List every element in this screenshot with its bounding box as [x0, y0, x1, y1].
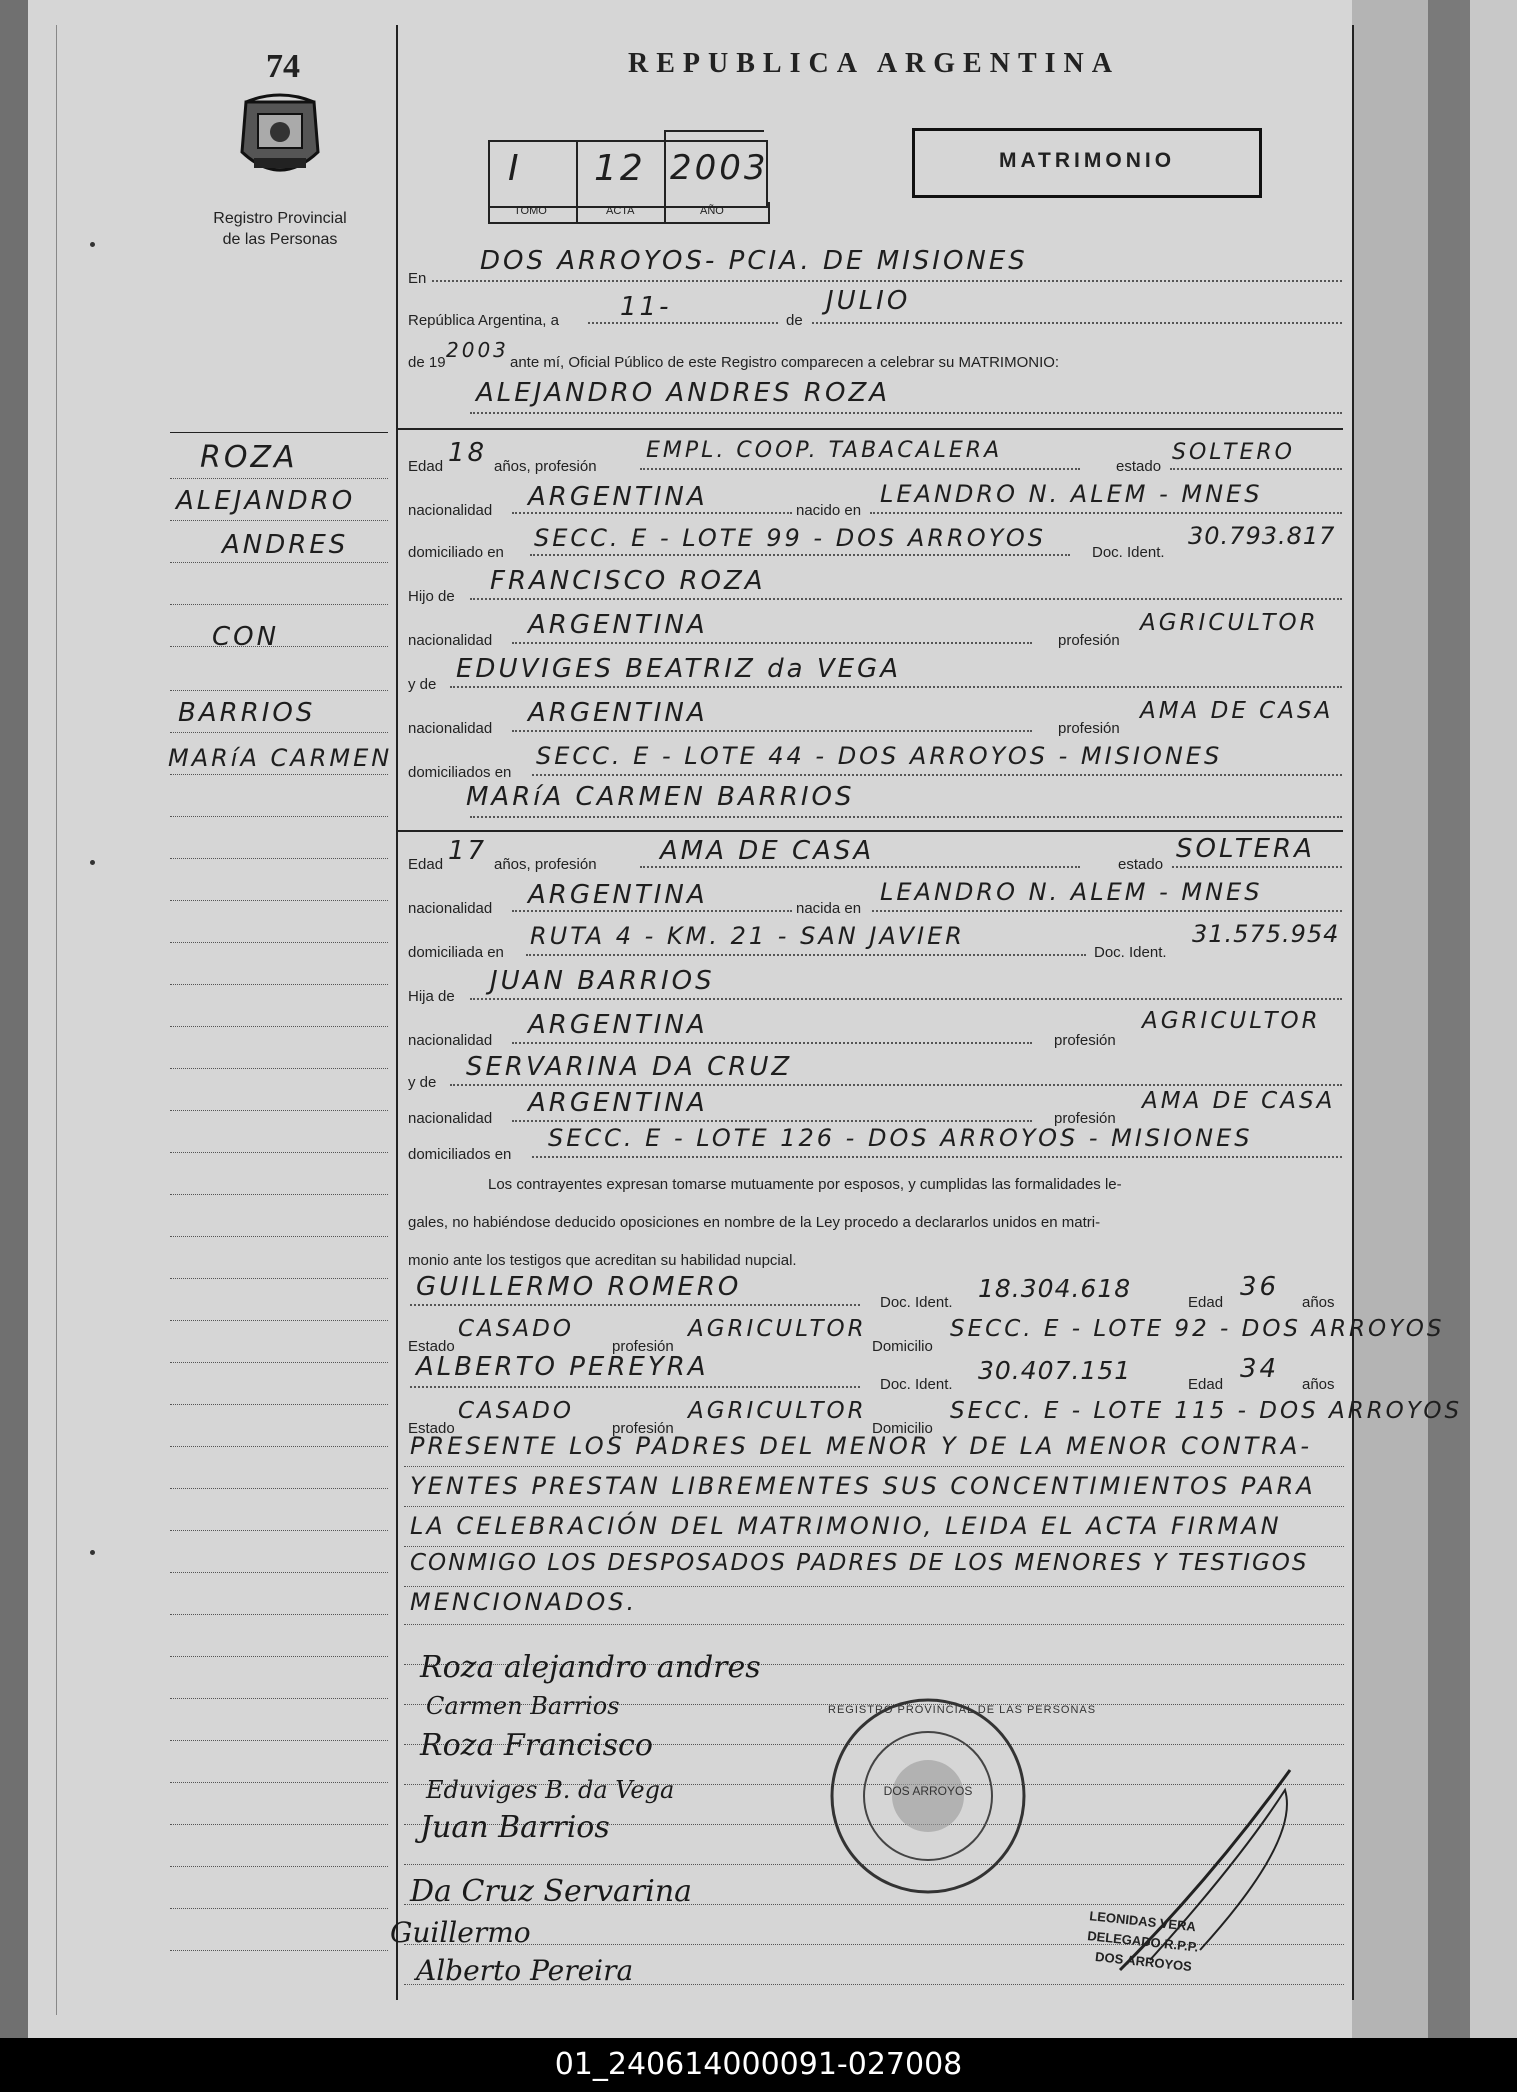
domiciliado-label: domiciliado en [408, 544, 504, 561]
groom-father: FRANCISCO ROZA [490, 566, 766, 596]
notes-line4: CONMIGO LOS DESPOSADOS PADRES DE LOS MENORES Y TESTIGOS [410, 1550, 1309, 1576]
ante-text: ante mí, Oficial Público de este Registro comparecen a celebrar su MATRIMONIO: [510, 354, 1060, 371]
groom-mother-profession: AMA DE CASA [1140, 698, 1334, 724]
profesion-label: profesión [1058, 632, 1120, 649]
doc-label: Doc. Ident. [1094, 944, 1167, 961]
de-label: de [786, 312, 803, 329]
country-title: REPUBLICA ARGENTINA [628, 48, 1120, 79]
yde-label: y de [408, 676, 437, 693]
signature-groom: Roza alejandro andres [420, 1650, 761, 1685]
bride-full-name: MARíA CARMEN BARRIOS [466, 782, 855, 812]
witness2-profession: AGRICULTOR [688, 1398, 867, 1424]
groom-mother: EDUVIGES BEATRIZ da VEGA [456, 654, 901, 684]
dotted-line [410, 1304, 860, 1306]
domiciliada-label: domiciliada en [408, 944, 504, 961]
dotted-line [532, 1156, 1342, 1158]
witness1-profession: AGRICULTOR [688, 1316, 867, 1342]
dotted-line [512, 1120, 1032, 1122]
notes-line5: MENCIONADOS. [410, 1588, 638, 1616]
en-label: En [408, 270, 427, 287]
officer-name: LEONIDAS VERA [1088, 1908, 1197, 1935]
profesion-label: profesión [612, 1338, 674, 1355]
left-column-divider [396, 25, 398, 2000]
groom-age: 18 [448, 438, 488, 468]
signature-bride: Carmen Barrios [426, 1692, 620, 1720]
signature-bride-father: Juan Barrios [420, 1810, 610, 1845]
domiciliados-label: domiciliados en [408, 764, 512, 781]
left-margin-line [56, 25, 57, 2015]
dotted-line [450, 1084, 1342, 1086]
nacionalidad-label: nacionalidad [408, 502, 493, 519]
groom-nationality: ARGENTINA [528, 482, 708, 512]
bride-mother-profession: AMA DE CASA [1142, 1088, 1336, 1114]
dotted-line [640, 468, 1080, 470]
bride-marital-status: SOLTERA [1176, 834, 1315, 864]
section-rule [398, 830, 1343, 832]
sidebar-rule [170, 432, 388, 433]
registry-label: Registro Provincial de las Personas [213, 210, 347, 248]
dotted-line [1170, 468, 1342, 470]
profesion-label: profesión [1058, 720, 1120, 737]
dotted-line [470, 998, 1342, 1000]
seal-inner-text: DOS ARROYOS [883, 1784, 973, 1798]
nacido-label: nacido en [796, 502, 862, 519]
groom-father-nationality: ARGENTINA [528, 610, 708, 640]
anos-profesion-label: años, profesión [494, 856, 597, 873]
dotted-line [512, 512, 792, 514]
hijo-label: Hijo de [408, 588, 455, 605]
witness2-name: ALBERTO PEREYRA [416, 1352, 709, 1382]
binding-hole [90, 1550, 95, 1555]
anos-label: años [1302, 1376, 1335, 1393]
bride-father: JUAN BARRIOS [490, 966, 715, 996]
declaration-line3: monio ante los testigos que acreditan su habilidad nupcial. [408, 1252, 797, 1269]
dotted-line [512, 1042, 1032, 1044]
estado-label: estado [1116, 458, 1162, 475]
nacionalidad-label: nacionalidad [408, 720, 493, 737]
declaration-line2: gales, no habiéndose deducido oposiciones en nombre de la Ley procedo a declararlos unidos en matri- [408, 1214, 1101, 1231]
bride-doc: 31.575.954 [1192, 920, 1340, 948]
act-type-label: MATRIMONIO [998, 149, 1176, 172]
officer-office: DOS ARROYOS [1094, 1948, 1193, 1975]
declaration-line1: Los contrayentes expresan tomarse mutuamente por esposos, y cumplidas las formalidades le- [488, 1176, 1122, 1193]
domicilio-label: Domicilio [872, 1338, 933, 1355]
day-value: 11- [620, 292, 672, 322]
hija-label: Hija de [408, 988, 455, 1005]
dotted-line [870, 512, 1342, 514]
page-number: 74 [266, 48, 300, 85]
witness2-age: 34 [1240, 1354, 1280, 1384]
profesion-label: profesión [1054, 1110, 1116, 1127]
anos-profesion-label: años, profesión [494, 458, 597, 475]
notes-line1: PRESENTE LOS PADRES DEL MENOR Y DE LA MENOR CONTRA- [410, 1432, 1313, 1460]
dotted-line [812, 322, 1342, 324]
acta-value: 12 [594, 148, 646, 189]
bride-father-profession: AGRICULTOR [1142, 1008, 1321, 1034]
year-value: 2003 [446, 338, 509, 362]
official-seal [828, 1696, 1097, 1896]
sidebar-bride-surname: BARRIOS [178, 698, 316, 728]
groom-profession: EMPL. COOP. TABACALERA [646, 438, 1003, 463]
estado-label: Estado [408, 1338, 455, 1355]
doc-label: Doc. Ident. [1092, 544, 1165, 561]
edad-label: Edad [408, 458, 444, 475]
dotted-line [526, 954, 1086, 956]
witness2-address: SECC. E - LOTE 115 - DOS ARROYOS [950, 1398, 1463, 1424]
nacionalidad-label: nacionalidad [408, 1110, 493, 1127]
nacionalidad-label: nacionalidad [408, 900, 493, 917]
sidebar-groom-name1: ALEJANDRO [176, 486, 356, 516]
next-page-edge [1470, 0, 1517, 2038]
groom-address: SECC. E - LOTE 99 - DOS ARROYOS [534, 524, 1046, 552]
yde-label: y de [408, 1074, 437, 1091]
sidebar-groom-name2: ANDRES [222, 530, 349, 560]
domiciliados-label: domiciliados en [408, 1146, 512, 1163]
witness2-doc: 30.407.151 [978, 1356, 1132, 1385]
bride-birthplace: LEANDRO N. ALEM - MNES [880, 878, 1263, 906]
witness1-address: SECC. E - LOTE 92 - DOS ARROYOS [950, 1316, 1445, 1342]
binding-hole [90, 860, 95, 865]
witness1-doc: 18.304.618 [978, 1274, 1132, 1303]
groom-doc: 30.793.817 [1188, 522, 1336, 550]
witness1-name: GUILLERMO ROMERO [416, 1272, 742, 1302]
bride-nationality: ARGENTINA [528, 880, 708, 910]
republica-label: República Argentina, a [408, 312, 559, 329]
ano-value: 2003 [670, 148, 769, 188]
signature-groom-father: Roza Francisco [420, 1728, 653, 1763]
groom-marital-status: SOLTERO [1172, 440, 1295, 465]
dotted-line [450, 686, 1342, 688]
dotted-line [470, 412, 1342, 414]
witness1-marital-status: CASADO [458, 1316, 574, 1342]
notes-line3: LA CELEBRACIÓN DEL MATRIMONIO, LEIDA EL ACTA FIRMAN [410, 1512, 1282, 1540]
bride-mother: SERVARINA DA CRUZ [466, 1052, 793, 1082]
acta-label: ACTA [606, 205, 635, 217]
groom-parents-address: SECC. E - LOTE 44 - DOS ARROYOS - MISIONES [536, 742, 1223, 770]
signature-witness1: Guillermo [390, 1916, 531, 1949]
dotted-line [470, 816, 1342, 818]
groom-full-name: ALEJANDRO ANDRES ROZA [476, 378, 891, 408]
tomo-value: I [508, 148, 522, 189]
place-value: DOS ARROYOS- PCIA. DE MISIONES [480, 246, 1028, 276]
groom-mother-nationality: ARGENTINA [528, 698, 708, 728]
signature-groom-mother: Eduviges B. da Vega [426, 1776, 675, 1804]
dotted-line [512, 730, 1032, 732]
bride-profession: AMA DE CASA [660, 836, 875, 866]
sidebar-groom-surname: ROZA [200, 440, 298, 475]
profesion-label: profesión [612, 1420, 674, 1437]
dotted-line [432, 280, 1342, 282]
groom-birthplace: LEANDRO N. ALEM - MNES [880, 480, 1263, 508]
dotted-line [512, 910, 792, 912]
anos-label: años [1302, 1294, 1335, 1311]
profesion-label: profesión [1054, 1032, 1116, 1049]
estado-label: Estado [408, 1420, 455, 1437]
doc-label: Doc. Ident. [880, 1376, 953, 1393]
dotted-line [470, 598, 1342, 600]
dotted-line [530, 554, 1070, 556]
file-id-bar: 01_240614000091-027008 [0, 2038, 1517, 2092]
nacida-label: nacida en [796, 900, 862, 917]
nacionalidad-label: nacionalidad [408, 632, 493, 649]
dotted-line [512, 642, 1032, 644]
act-type-box [912, 128, 1262, 198]
officer-title: DELEGADO R.P.P. [1086, 1928, 1200, 1955]
estado-label: estado [1118, 856, 1164, 873]
nacionalidad-label: nacionalidad [408, 1032, 493, 1049]
signature-bride-mother: Da Cruz Servarina [410, 1874, 693, 1909]
bride-father-nationality: ARGENTINA [528, 1010, 708, 1040]
bride-mother-nationality: ARGENTINA [528, 1088, 708, 1118]
witness2-marital-status: CASADO [458, 1398, 574, 1424]
dotted-line [410, 1386, 860, 1388]
registry-emblem-icon [236, 92, 324, 190]
month-value: JULIO [826, 286, 911, 316]
right-margin-line [1352, 25, 1354, 2000]
registration-box [488, 130, 769, 222]
dotted-line [640, 866, 1080, 868]
signature-witness2: Alberto Pereira [416, 1954, 634, 1987]
dotted-line [872, 910, 1342, 912]
sidebar-con: CON [212, 622, 280, 652]
bride-address: RUTA 4 - KM. 21 - SAN JAVIER [530, 922, 965, 950]
edad-label: Edad [408, 856, 444, 873]
sidebar-bride-name: MARíA CARMEN [168, 744, 393, 772]
section-rule [398, 428, 1343, 430]
witness1-age: 36 [1240, 1272, 1280, 1302]
tomo-label: TOMO [514, 205, 547, 217]
dotted-line [532, 774, 1342, 776]
dotted-line [1172, 866, 1342, 868]
book-spine [1352, 0, 1428, 2038]
year-prefix: de 19 [408, 354, 446, 371]
groom-father-profession: AGRICULTOR [1140, 610, 1319, 636]
ano-label: AÑO [700, 205, 724, 217]
bride-age: 17 [448, 836, 488, 866]
dotted-line [588, 322, 778, 324]
seal-ring-text: REGISTRO PROVINCIAL DE LAS PERSONAS [828, 1704, 1097, 1716]
edad-label: Edad [1188, 1294, 1224, 1311]
bride-parents-address: SECC. E - LOTE 126 - DOS ARROYOS - MISIONES [548, 1124, 1253, 1152]
doc-label: Doc. Ident. [880, 1294, 953, 1311]
edad-label: Edad [1188, 1376, 1224, 1393]
domicilio-label: Domicilio [872, 1420, 933, 1437]
notes-line2: YENTES PRESTAN LIBREMENTES SUS CONCENTIMIENTOS PARA [410, 1472, 1316, 1500]
binding-hole [90, 242, 95, 247]
